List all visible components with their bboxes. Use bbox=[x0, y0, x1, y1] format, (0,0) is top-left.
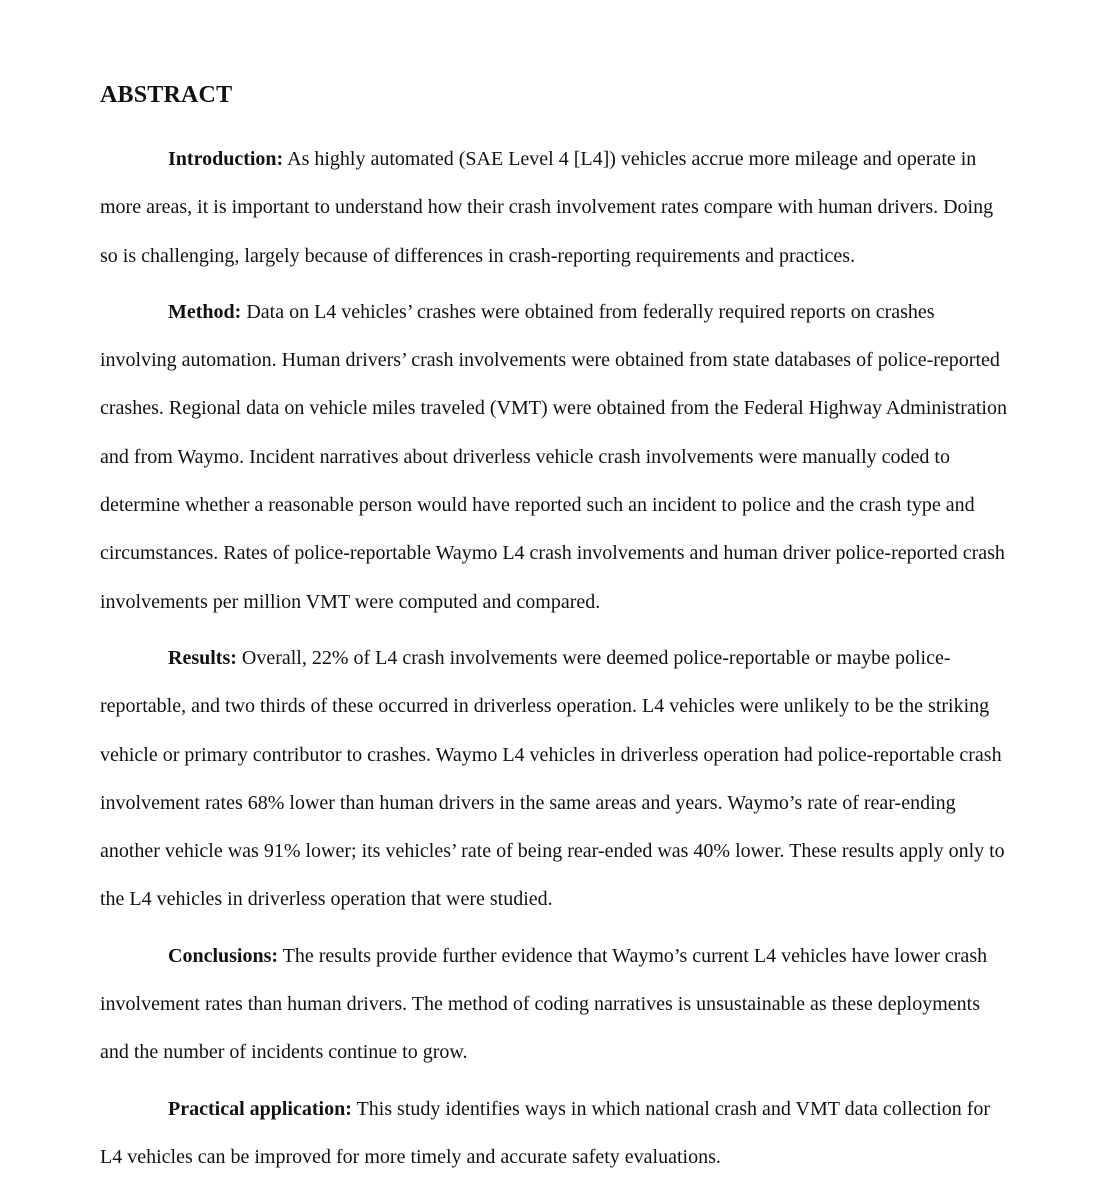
abstract-conclusions bbox=[100, 932, 1012, 1077]
practical-application-text: This study identifies ways in which national crash and VMT data collection for L4 vehicles can be improved for more timely and accurate safety evaluations. bbox=[100, 1097, 991, 1168]
abstract-heading: ABSTRACT bbox=[100, 82, 233, 108]
practical-application-label: Practical application: bbox=[168, 1097, 352, 1120]
abstract-practical-application bbox=[100, 1085, 1012, 1182]
introduction-text: As highly automated (SAE Level 4 [L4]) vehicles accrue more mileage and operate in more areas, it is important to understand how their crash involvement rates compare with human drivers. Doing so is challenging, largely because of differences in crash-reporting requirements and practices. bbox=[100, 148, 994, 267]
results-text: Overall, 22% of L4 crash involvements were deemed police-reportable or maybe police-reportable, and two thirds of these occurred in driverless operation. L4 vehicles were unlikely to be the striking vehicle or primary contributor to crashes. Waymo L4 vehicles in driverless operation had police-reportable crash involvement rates 68% lower than human drivers in the same areas and years. Waymo’s rate of rear-ending another vehicle was 91% lower; its vehicles’ rate of being rear-ended was 40% lower. These results apply only to the L4 vehicles in driverless operation that were studied. bbox=[100, 646, 1005, 911]
introduction-label: Introduction: bbox=[168, 148, 284, 170]
method-text: Data on L4 vehicles’ crashes were obtained from federally required reports on crashes involving automation. Human drivers’ crash involvements were obtained from state databases of police-reported crashes. Regional data on vehicle miles traveled (VMT) were obtained from the Federal Highway Administration and from Waymo. Incident narratives about driverless vehicle crash involvements were manually coded to determine whether a reasonable person would have reported such an incident to police and the crash type and circumstances. Rates of police-reportable Waymo L4 crash involvements and human driver police-reported crash involvements per million VMT were computed and compared. bbox=[100, 300, 1007, 613]
conclusions-text: The results provide further evidence that Waymo’s current L4 vehicles have lower crash involvement rates than human drivers. The method of coding narratives is unsustainable as these deployments and the number of incidents continue to grow. bbox=[100, 944, 988, 1064]
abstract-results bbox=[100, 634, 1012, 924]
abstract-introduction bbox=[100, 135, 1012, 280]
abstract-method bbox=[100, 288, 1012, 626]
abstract-page bbox=[100, 80, 1012, 1189]
results-label: Results: bbox=[168, 646, 237, 669]
method-label: Method: bbox=[168, 300, 242, 323]
conclusions-label: Conclusions: bbox=[168, 944, 279, 967]
